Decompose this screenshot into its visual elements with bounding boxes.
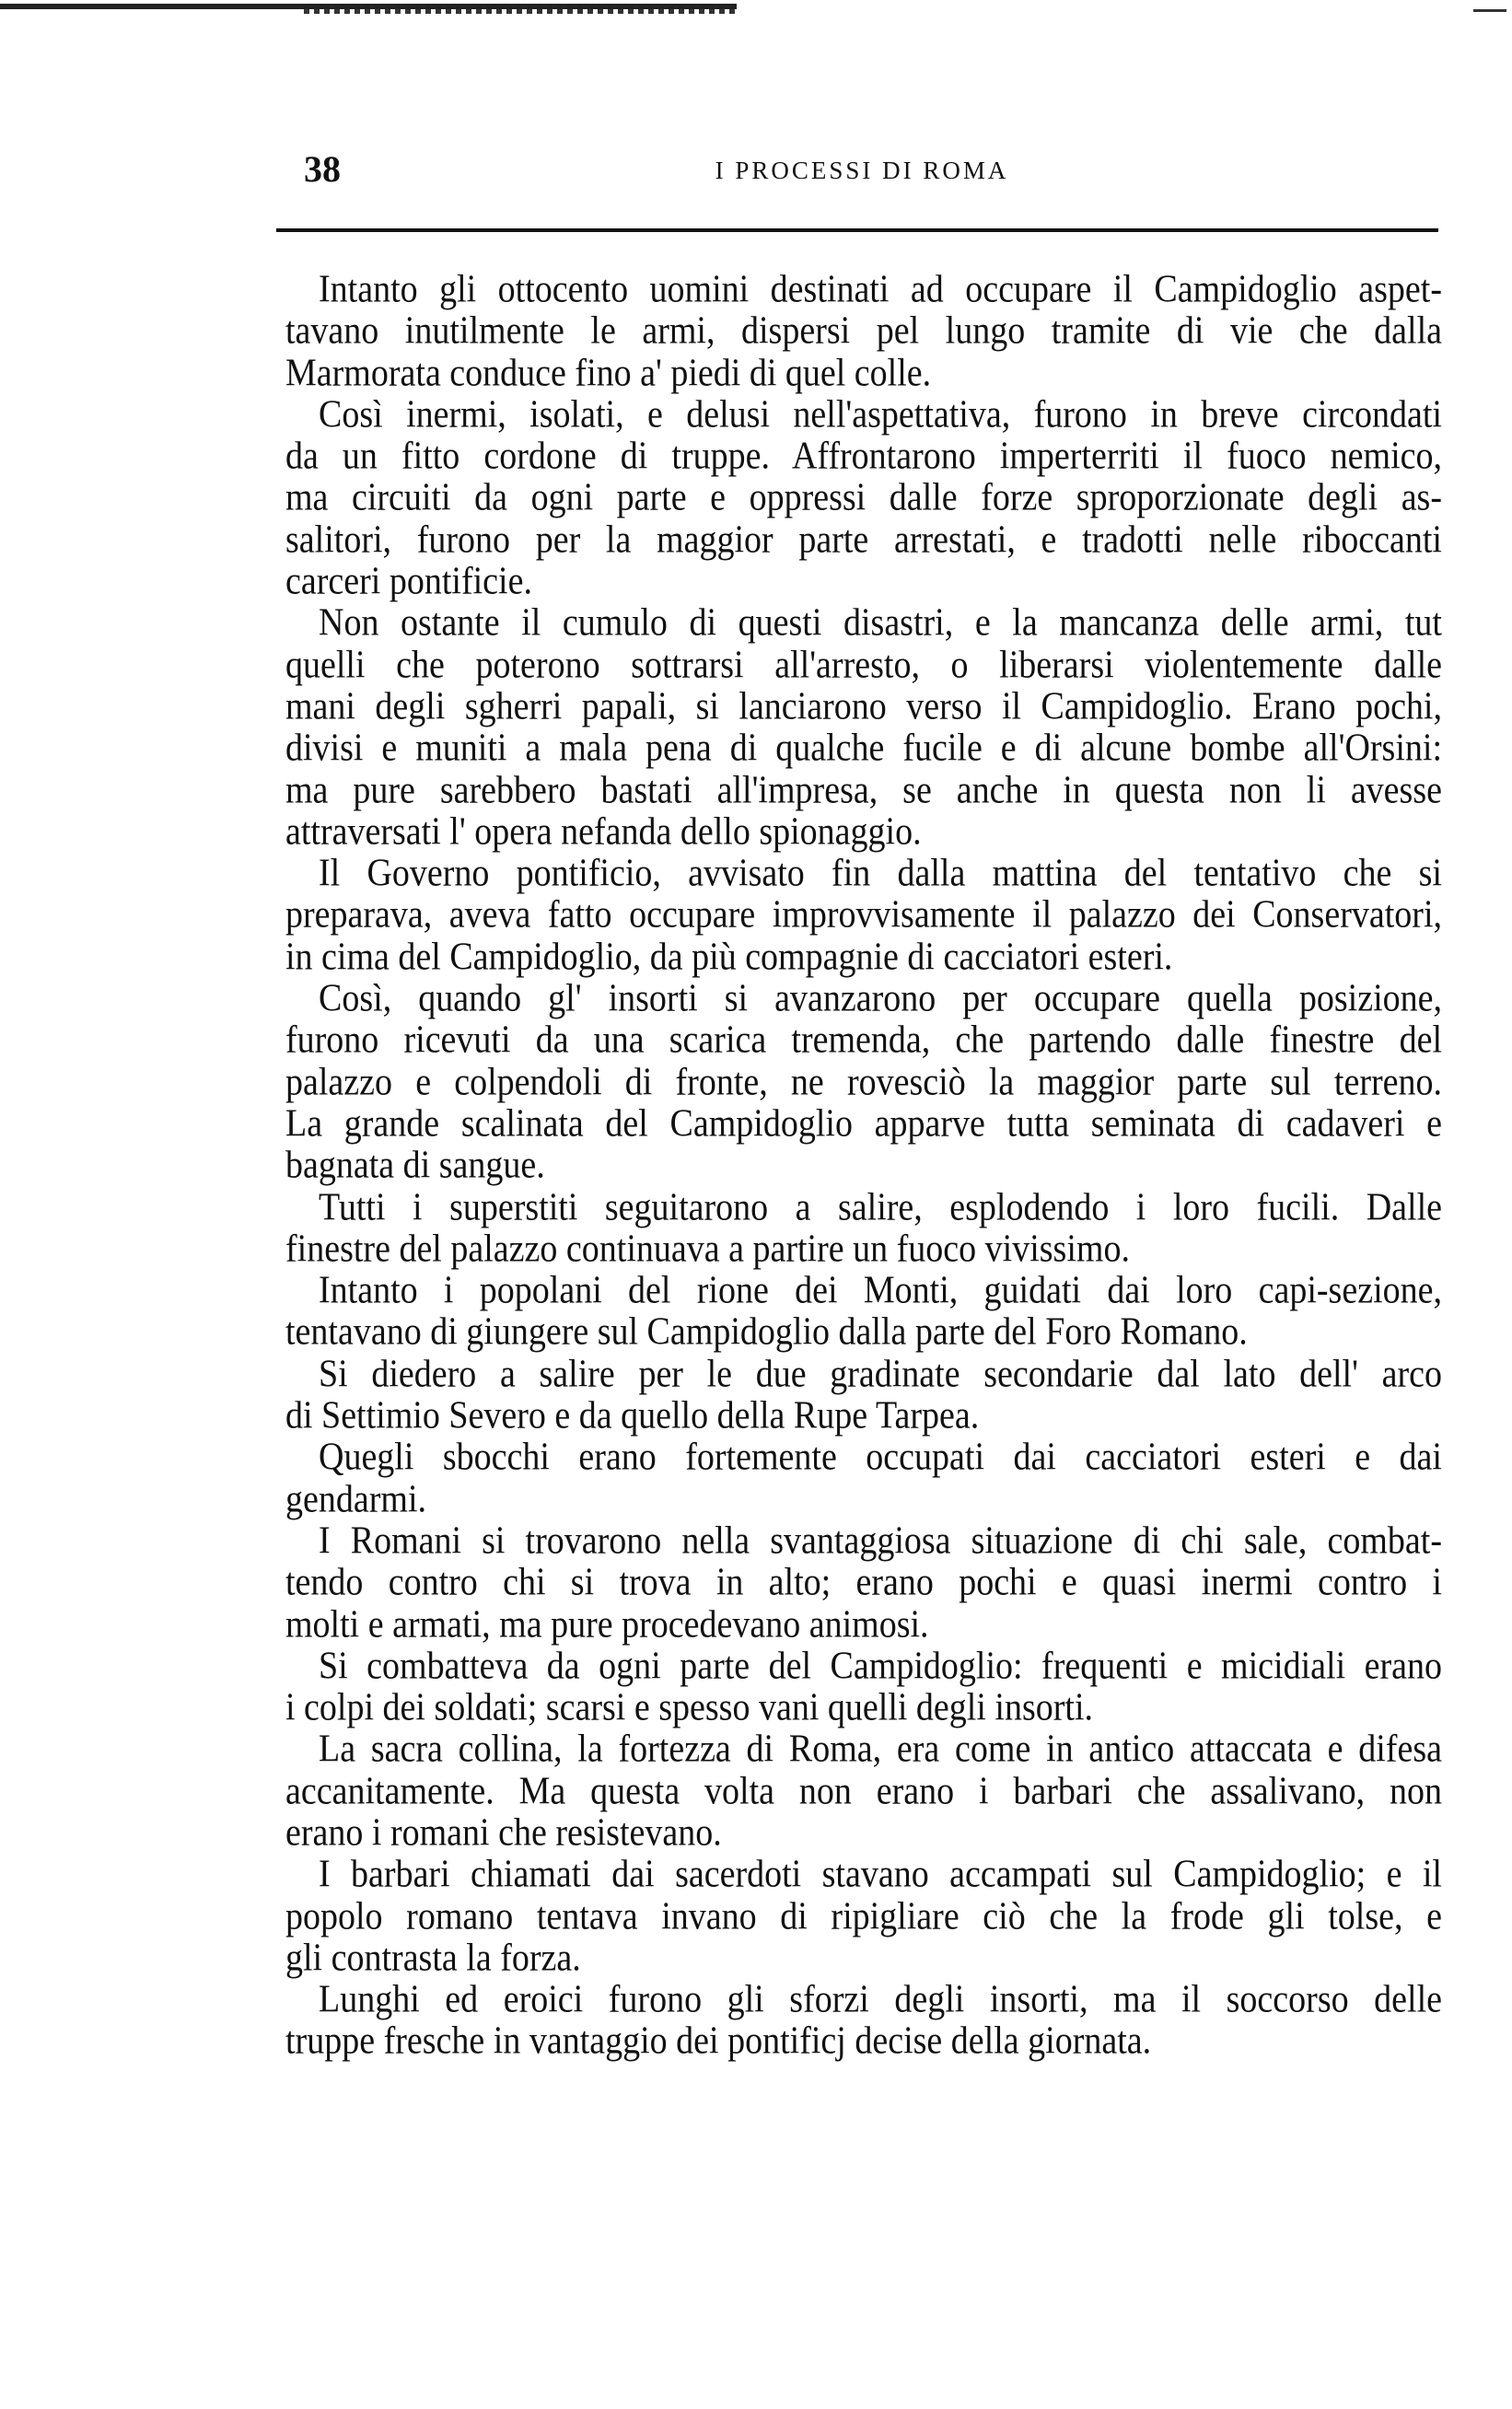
text-line: quelli che poterono sottrarsi all'arresto, o liberarsi violentemente dalle [285,643,1442,687]
paragraph [285,394,1442,602]
text-line: Non ostante il cumulo di questi disastri, e la mancanza delle armi, tut [319,600,1442,645]
text-line: La grande scalinata del Campidoglio apparve tutta seminata di cadaveri e [285,1101,1442,1146]
text-line: tendo contro chi si trova in alto; erano pochi e quasi inermi contro i [285,1560,1442,1604]
text-line: ma circuiti da ogni parte e oppressi dalle forze sproporzionate degli as- [285,475,1442,519]
paragraph [285,602,1442,853]
text-line: tentavano di giungere sul Campidoglio dalla parte del Foro Romano. [285,1309,1248,1354]
text-line: gli contrasta la forza. [285,1936,581,1980]
text-line: La sacra collina, la fortezza di Roma, era come in antico attaccata e difesa [319,1727,1442,1771]
text-line: ma pure sarebbero bastati all'impresa, se anche in questa non li avesse [285,767,1442,812]
text-line: bagnata di sangue. [285,1143,545,1187]
paragraph [285,978,1442,1186]
text-line: I Romani si trovarono nella svantaggiosa situazione di chi sale, combat- [319,1519,1442,1563]
text-line: Tutti i superstiti seguitarono a salire, esplodendo i loro fucili. Dalle [319,1184,1442,1228]
paragraph [285,1854,1442,1979]
text-line: divisi e muniti a mala pena di qualche fucile e di alcune bombe all'Orsini: [285,726,1442,770]
text-line: erano i romani che resistevano. [285,1810,722,1855]
paragraph [285,1184,1442,1271]
paragraph [285,853,1442,978]
text-line: gendarmi. [285,1477,427,1521]
text-line: tavano inutilmente le armi, dispersi pel lungo tramite di vie che dalla [285,308,1442,353]
text-line: Si combatteva da ogni parte del Campidoglio: frequenti e micidiali erano [319,1644,1442,1688]
text-line: i colpi dei soldati; scarsi e spesso vani quelli degli insorti. [285,1685,1094,1729]
paragraph [285,1520,1442,1646]
paragraph [285,1728,1442,1854]
text-line: in cima del Campidoglio, da più compagnie di cacciatori esteri. [285,935,1173,979]
text-line: da un fitto cordone di truppe. Affrontarono imperterriti il fuoco nemico, [285,434,1442,478]
text-line: Il Governo pontificio, avvisato fin dalla mattina del tentativo che si [319,851,1442,895]
paragraph [285,1437,1442,1520]
text-line: Così, quando gl' insorti si avanzarono per occupare quella posizione, [319,976,1442,1020]
running-title: I PROCESSI DI ROMA [715,157,1009,184]
paragraph [285,1979,1442,2063]
header-rule [276,228,1438,232]
text-line: I barbari chiamati dai sacerdoti stavano accampati sul Campidoglio; e il [319,1852,1442,1896]
text-line: Intanto i popolani del rione dei Monti, guidati dai loro capi-sezione, [319,1268,1442,1312]
scan-artifact-dash [1473,9,1506,12]
text-line: truppe fresche in vantaggio dei pontificj decise della giornata. [285,2019,1152,2063]
text-line: finestre del palazzo continuava a partire un fuoco vivissimo. [285,1227,1130,1271]
paragraph [285,1270,1442,1354]
paragraph [285,1646,1442,1729]
text-line: furono ricevuti da una scarica tremenda, che partendo dalle finestre del [285,1018,1442,1062]
text-line: Così inermi, isolati, e delusi nell'aspettativa, furono in breve circondati [319,392,1442,436]
text-line: palazzo e colpendoli di fronte, ne rovesciò la maggior parte sul terreno. [285,1060,1442,1104]
scan-artifact-noise [304,9,737,14]
page-number: 38 [304,148,341,190]
text-line: accanitamente. Ma questa volta non erano i barbari che assalivano, non [285,1769,1442,1813]
paragraph [285,269,1442,394]
text-line: Lunghi ed eroici furono gli sforzi degli insorti, ma il soccorso delle [319,1977,1442,2021]
text-line: mani degli sgherri papali, si lanciarono verso il Campidoglio. Erano pochi, [285,684,1442,728]
text-line: Si diedero a salire per le due gradinate secondarie dal lato dell' arco [319,1352,1442,1396]
text-line: molti e armati, ma pure procedevano animosi. [285,1601,929,1646]
text-line: Quegli sbocchi erano fortemente occupati dai cacciatori esteri e dai [319,1435,1442,1479]
text-line: preparava, aveva fatto occupare improvvisamente il palazzo dei Conservatori, [285,892,1442,937]
text-line: carceri pontificie. [285,559,532,603]
text-line: salitori, furono per la maggior parte arrestati, e tradotti nelle riboccanti [285,518,1442,562]
body-text [285,269,1442,2063]
text-line: popolo romano tentava invano di ripigliare ciò che la frode gli tolse, e [285,1893,1442,1938]
paragraph [285,1354,1442,1437]
text-line: attraversati l' opera nefanda dello spionaggio. [285,809,922,854]
text-line: di Settimio Severo e da quello della Rupe Tarpea. [285,1393,980,1437]
text-line: Marmorata conduce fino a' piedi di quel colle. [285,350,932,395]
text-line: Intanto gli ottocento uomini destinati ad occupare il Campidoglio aspet- [319,267,1442,311]
